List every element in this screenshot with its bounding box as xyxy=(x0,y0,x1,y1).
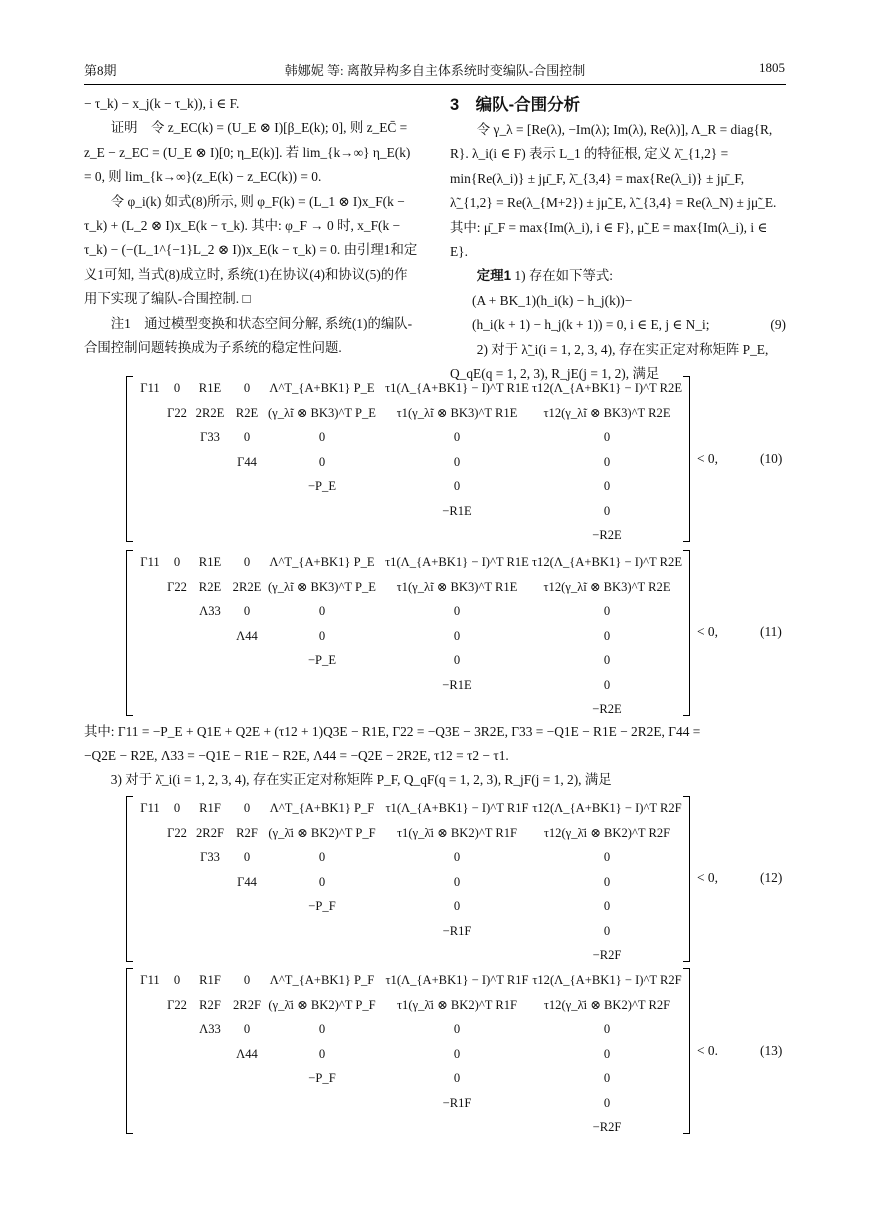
matrix-10-cell-r7-c7: −R2E xyxy=(592,528,622,542)
matrix-13-cell-r1-c7: τ12(Λ_{A+BK1} − I)^T R2F xyxy=(532,973,682,987)
matrix-11-cell-r4-c7: 0 xyxy=(603,628,611,643)
matrix-12-cell-r2-c2: Γ22 xyxy=(167,825,187,840)
relation-12: < 0, xyxy=(697,870,718,885)
where-line-1: 其中: Γ11 = −P_E + Q1E + Q2E + (τ12 + 1)Q3E − R1E, Γ22 = −Q3E − 3R2E, Γ33 = −Q1E − R1E − 2R2E, Γ44 = xyxy=(84,724,701,739)
matrix-10-cell-r3-c5: 0 xyxy=(318,430,326,444)
matrix-12-cell-r4-c4: Γ44 xyxy=(237,874,257,889)
matrix-10-cell-r5-c6: 0 xyxy=(453,479,461,493)
matrix-11-cell-r1-c3: R1E xyxy=(198,555,222,569)
matrix-12-cell-r5-c6: 0 xyxy=(453,899,461,913)
matrix-10-cell-r1-c2: 0 xyxy=(173,381,181,395)
matrix-11-cell-r7-c7: −R2E xyxy=(592,702,622,716)
matrix-11 xyxy=(126,550,690,716)
matrix-11-cell-r2-c4: 2R2E xyxy=(232,579,262,594)
relation-11: < 0, xyxy=(697,624,718,639)
matrix-13-cell-r5-c7: 0 xyxy=(603,1071,611,1085)
matrix-13-cell-r7-c7: −R2F xyxy=(592,1120,622,1134)
matrix-13-cell-r3-c4: 0 xyxy=(243,1022,251,1036)
matrix-11-cell-r5-c6: 0 xyxy=(453,653,461,667)
matrix-11-cell-r5-c7: 0 xyxy=(603,653,611,667)
matrix-11-cell-r1-c7: τ12(Λ_{A+BK1} − I)^T R2E xyxy=(531,555,683,569)
left-column xyxy=(84,92,418,360)
matrix-12-cell-r3-c4: 0 xyxy=(243,850,251,864)
matrix-12-cell-r3-c7: 0 xyxy=(603,850,611,864)
matrix-10-cell-r2-c3: 2R2E xyxy=(195,405,225,420)
matrix-10-cell-r6-c7: 0 xyxy=(603,503,611,518)
section-title: 3 编队-合围分析 xyxy=(450,96,581,114)
matrix-13-cell-r2-c2: Γ22 xyxy=(167,997,187,1012)
matrix-10-cell-r3-c7: 0 xyxy=(603,430,611,444)
matrix-11-cell-r3-c5: 0 xyxy=(318,604,326,618)
matrix-11-cell-r5-c5: −P_E xyxy=(307,653,337,667)
remark-1: 注1 通过模型变换和状态空间分解, 系统(1)的编队-合围控制问题转换成为子系统的稳定性问题. xyxy=(84,315,413,356)
matrix-10-cell-r1-c5: Λ^T_{A+BK1} P_E xyxy=(269,381,375,395)
left-para-continuation: − τ_k) − x_j(k − τ_k)), i ∈ F. xyxy=(84,96,240,111)
matrix-10-cell-r4-c7: 0 xyxy=(603,454,611,469)
matrix-13-cell-r4-c5: 0 xyxy=(318,1046,326,1061)
matrix-12-cell-r6-c6: −R1F xyxy=(442,923,472,938)
matrix-12-cell-r1-c2: 0 xyxy=(173,801,181,815)
matrix-13-cell-r1-c6: τ1(Λ_{A+BK1} − I)^T R1F xyxy=(385,973,529,987)
matrix-10-cell-r2-c4: R2E xyxy=(235,405,259,420)
matrix-13-cell-r3-c6: 0 xyxy=(453,1022,461,1036)
matrix-11-cell-r3-c7: 0 xyxy=(603,604,611,618)
proof-paragraph: 证明 令 z_EC(k) = (U_E ⊗ I)[β_E(k); 0], 则 z_EC̄ = z_E − z_EC = (U_E ⊗ I)[0; η_E(k)]. 若 lim_{k→∞} η_E(k) = 0, 则 lim_{k→∞}(z_E(k) − z_EC(k)) = 0. xyxy=(84,120,411,185)
matrix-10-cell-r2-c5: (γ_λ̃i ⊗ BK3)^T P_E xyxy=(267,405,377,420)
matrix-10-cell-r3-c3: Γ33 xyxy=(200,430,220,444)
matrix-12-cell-r1-c4: 0 xyxy=(243,801,251,815)
matrix-13-cell-r2-c4: 2R2F xyxy=(233,997,261,1012)
matrix-12-cell-r4-c5: 0 xyxy=(318,874,326,889)
theorem-item-2: 2) 对于 λ̃_i(i = 1, 2, 3, 4), 存在实正定对称矩阵 P_E, Q_qE(q = 1, 2, 3), R_jE(j = 1, 2), 满足 xyxy=(450,341,769,382)
eq9-line1: (A + BK_1)(h_i(k) − h_j(k))− xyxy=(472,292,633,308)
matrix-13-cell-r3-c5: 0 xyxy=(318,1022,326,1036)
matrix-12-cell-r7-c7: −R2F xyxy=(592,948,622,962)
matrix-12-cell-r5-c5: −P_F xyxy=(308,899,336,913)
eq9-number: (9) xyxy=(770,317,786,333)
running-title: 韩娜妮 等: 离散异构多自主体系统时变编队-合围控制 xyxy=(284,63,586,78)
matrix-12-cell-r4-c6: 0 xyxy=(453,874,461,889)
matrix-12-cell-r2-c5: (γ_λ̄i ⊗ BK2)^T P_F xyxy=(268,825,376,840)
matrix-11-cell-r6-c7: 0 xyxy=(603,677,611,692)
matrix-11-cell-r1-c4: 0 xyxy=(243,555,251,569)
matrix-11-cell-r2-c5: (γ_λ̃i ⊗ BK3)^T P_E xyxy=(267,579,377,594)
matrix-12-cell-r1-c7: τ12(Λ_{A+BK1} − I)^T R2F xyxy=(532,801,682,815)
matrix-13-cell-r6-c6: −R1F xyxy=(442,1095,472,1110)
matrix-10-cell-r3-c6: 0 xyxy=(453,430,461,444)
matrix-13-cell-r1-c5: Λ^T_{A+BK1} P_F xyxy=(269,973,375,987)
matrix-10 xyxy=(126,376,690,542)
matrix-13-cell-r4-c4: Λ44 xyxy=(236,1046,258,1061)
header-rule xyxy=(84,84,786,85)
matrix-11-cell-r3-c3: Λ33 xyxy=(199,604,221,618)
matrix-12-cell-r4-c7: 0 xyxy=(603,874,611,889)
matrix-12-cell-r2-c6: τ1(γ_λ̄i ⊗ BK2)^T R1F xyxy=(396,825,518,840)
where-clause xyxy=(84,720,786,792)
matrix-13-cell-r2-c6: τ1(γ_λ̄i ⊗ BK2)^T R1F xyxy=(396,997,518,1012)
matrix-11-cell-r1-c5: Λ^T_{A+BK1} P_E xyxy=(269,555,375,569)
matrix-10-cell-r3-c4: 0 xyxy=(243,430,251,444)
eq-number-12: (12) xyxy=(760,870,783,885)
matrix-10-cell-r4-c6: 0 xyxy=(453,454,461,469)
matrix-10-cell-r1-c6: τ1(Λ_{A+BK1} − I)^T R1E xyxy=(385,381,529,395)
relation-10: < 0, xyxy=(697,451,718,466)
matrix-11-cell-r3-c6: 0 xyxy=(453,604,461,618)
matrix-13-cell-r6-c7: 0 xyxy=(603,1095,611,1110)
matrix-10-cell-r2-c6: τ1(γ_λ̃i ⊗ BK3)^T R1E xyxy=(396,405,518,420)
matrix-13-cell-r1-c3: R1F xyxy=(199,973,221,987)
right-column xyxy=(450,92,786,386)
matrix-10-cell-r4-c5: 0 xyxy=(318,454,326,469)
matrix-12-cell-r3-c3: Γ33 xyxy=(200,850,220,864)
matrix-11-cell-r2-c3: R2E xyxy=(198,579,222,594)
page-number: 1805 xyxy=(759,60,785,75)
matrix-13-cell-r1-c2: 0 xyxy=(173,973,181,987)
matrix-10-cell-r1-c7: τ12(Λ_{A+BK1} − I)^T R2E xyxy=(531,381,683,395)
matrix-10-cell-r5-c5: −P_E xyxy=(307,479,337,493)
matrix-12 xyxy=(126,796,690,962)
matrix-12-cell-r1-c6: τ1(Λ_{A+BK1} − I)^T R1F xyxy=(385,801,529,815)
matrix-10-cell-r1-c1: Γ11 xyxy=(140,381,160,395)
matrix-13-cell-r3-c7: 0 xyxy=(603,1022,611,1036)
matrix-13-cell-r4-c6: 0 xyxy=(453,1046,461,1061)
theorem-item-1: 1) 存在如下等式: xyxy=(514,268,613,284)
eq-number-13: (13) xyxy=(760,1043,783,1058)
theorem-label: 定理1 xyxy=(476,268,512,284)
matrix-12-cell-r2-c4: R2F xyxy=(236,825,258,840)
matrix-13-cell-r5-c6: 0 xyxy=(453,1071,461,1085)
matrix-13-cell-r4-c7: 0 xyxy=(603,1046,611,1061)
relation-13: < 0. xyxy=(697,1043,718,1058)
matrix-12-cell-r1-c3: R1F xyxy=(199,801,221,815)
matrix-12-cell-r1-c5: Λ^T_{A+BK1} P_F xyxy=(269,801,375,815)
proof-paragraph-2: 令 φ_i(k) 如式(8)所示, 则 φ_F(k) = (L_1 ⊗ I)x_F(k − τ_k) + (L_2 ⊗ I)x_E(k − τ_k). 其中: φ_F → 0 时, x_F(k − τ_k) − (−(L_1^{−1}L_2 ⊗ I))x_E(k − τ_k) = 0. 由引理1和定义1可知, 当式(8)成立时, 系统(1)在协议(4)和协议(5)的作用下实现了编队-合围控制. □ xyxy=(84,193,418,307)
eq9-line2: (h_i(k + 1) − h_j(k + 1)) = 0, i ∈ E, j ∈ N_i; xyxy=(472,317,710,333)
matrix-12-cell-r5-c7: 0 xyxy=(603,899,611,913)
matrix-12-cell-r3-c6: 0 xyxy=(453,850,461,864)
matrix-11-cell-r1-c2: 0 xyxy=(173,555,181,569)
matrix-11-cell-r2-c7: τ12(γ_λ̃i ⊗ BK3)^T R2E xyxy=(543,579,671,594)
matrix-11-cell-r1-c1: Γ11 xyxy=(140,555,160,569)
matrix-11-cell-r2-c2: Γ22 xyxy=(167,579,187,594)
matrix-12-cell-r1-c1: Γ11 xyxy=(140,801,160,815)
matrix-13-cell-r5-c5: −P_F xyxy=(308,1071,336,1085)
matrix-11-cell-r4-c5: 0 xyxy=(318,628,326,643)
matrix-11-cell-r2-c6: τ1(γ_λ̃i ⊗ BK3)^T R1E xyxy=(396,579,518,594)
matrix-10-cell-r1-c4: 0 xyxy=(243,381,251,395)
matrix-13-cell-r2-c3: R2F xyxy=(199,997,221,1012)
matrix-13-cell-r2-c5: (γ_λ̄i ⊗ BK2)^T P_F xyxy=(268,997,376,1012)
matrix-10-cell-r2-c2: Γ22 xyxy=(167,405,187,420)
matrix-13-cell-r1-c4: 0 xyxy=(243,973,251,987)
matrix-10-cell-r5-c7: 0 xyxy=(603,479,611,493)
matrix-11-cell-r4-c6: 0 xyxy=(453,628,461,643)
where-line-2: −Q2E − R2E, Λ33 = −Q1E − R1E − R2E, Λ44 = −Q2E − 2R2E, τ12 = τ2 − τ1. xyxy=(84,748,509,763)
matrix-11-cell-r3-c4: 0 xyxy=(243,604,251,618)
eq-number-10: (10) xyxy=(760,451,783,466)
matrix-12-cell-r2-c3: 2R2F xyxy=(196,825,224,840)
issue-label: 第8期 xyxy=(84,63,117,78)
matrix-10-cell-r1-c3: R1E xyxy=(198,381,222,395)
matrix-12-cell-r2-c7: τ12(γ_λ̄i ⊗ BK2)^T R2F xyxy=(543,825,671,840)
eq-number-11: (11) xyxy=(760,624,782,639)
matrix-12-cell-r3-c5: 0 xyxy=(318,850,326,864)
matrix-13 xyxy=(126,968,690,1134)
section-intro: 令 γ_λ = [Re(λ), −Im(λ); Im(λ), Re(λ)], Λ_R = diag{R, R}. λ_i(i ∈ F) 表示 L_1 的特征根, 定义 λ̄_{1,2} = min{Re(λ_i)} ± jμ̄_F, λ̄_{3,4} = max{Re(λ_i)} ± jμ̄_F, λ̃_{1,2} = Re(λ_{M+2}) ± jμ̃_E, λ̃_{3,4} = Re(λ_N) ± jμ̃_E. 其中: μ̄_F = max{Im(λ_i), i ∈ F}, μ̃_E = max{Im(λ_i), i ∈ E}. xyxy=(450,122,777,260)
matrix-13-cell-r2-c7: τ12(γ_λ̄i ⊗ BK2)^T R2F xyxy=(543,997,671,1012)
condition-3: 3) 对于 λ̄_i(i = 1, 2, 3, 4), 存在实正定对称矩阵 P_F, Q_qF(q = 1, 2, 3), R_jF(j = 1, 2), 满足 xyxy=(110,772,612,787)
matrix-10-cell-r2-c7: τ12(γ_λ̃i ⊗ BK3)^T R2E xyxy=(543,405,671,420)
matrix-13-cell-r1-c1: Γ11 xyxy=(140,973,160,987)
matrix-11-cell-r4-c4: Λ44 xyxy=(236,628,258,643)
matrix-12-cell-r6-c7: 0 xyxy=(603,923,611,938)
matrix-11-cell-r6-c6: −R1E xyxy=(442,677,472,692)
matrix-10-cell-r4-c4: Γ44 xyxy=(237,454,257,469)
matrix-13-cell-r3-c3: Λ33 xyxy=(199,1022,221,1036)
matrix-11-cell-r1-c6: τ1(Λ_{A+BK1} − I)^T R1E xyxy=(385,555,529,569)
matrix-10-cell-r6-c6: −R1E xyxy=(442,503,472,518)
